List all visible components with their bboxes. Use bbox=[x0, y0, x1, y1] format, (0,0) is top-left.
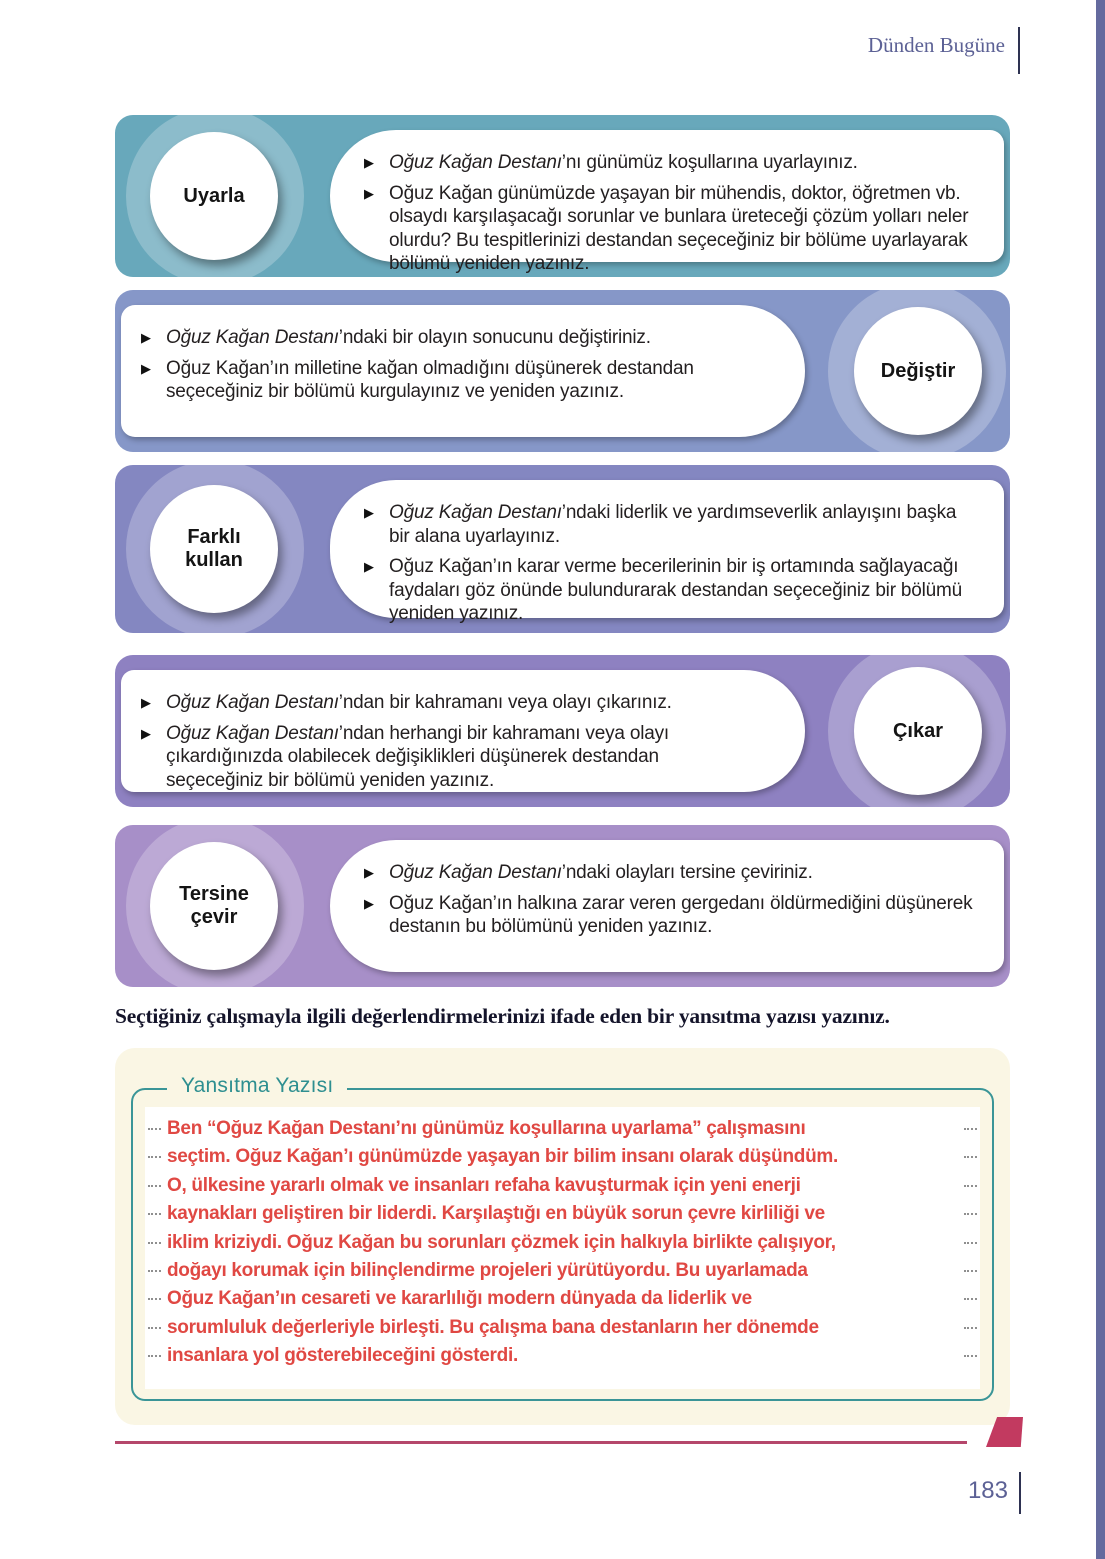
activity-panel bbox=[330, 130, 1004, 274]
activity-circle-label: Farklı kullan bbox=[185, 526, 243, 571]
activity-panel bbox=[330, 840, 1004, 972]
bullet-item bbox=[364, 555, 976, 626]
bullet-text: Oğuz Kağan günümüzde yaşayan bir mühendis, doktor, öğretmen vb. olsaydı karşılaşacağı sorunlar ve bunlara üreteceği çözüm yolları neler olurdu? Bu tespitlerinizi destandan seçeceğiniz bir bölüme uyarlayarak bölümü yeniden yazınız. bbox=[389, 182, 969, 274]
bullet-item bbox=[364, 892, 976, 939]
bullet-triangle-icon: ▶ bbox=[141, 360, 151, 376]
activity-circle bbox=[150, 842, 278, 970]
reflection-line: seçtim. Oğuz Kağan’ı günümüzde yaşayan bir bilim insanı olarak düşündüm. bbox=[145, 1143, 980, 1171]
reflection-frame bbox=[131, 1074, 994, 1401]
instruction-text: Seçtiğiniz çalışmayla ilgili değerlendirmelerinizi ifade eden bir yansıtma yazısı yazınız. bbox=[115, 1004, 890, 1028]
activity-circle-label: Çıkar bbox=[892, 719, 944, 742]
reflection-line: sorumluluk değerleriyle birleşti. Bu çalışma bana destanların her dönemde bbox=[145, 1314, 980, 1342]
activity-box-uyarla bbox=[115, 115, 1010, 277]
header-rule bbox=[1018, 27, 1020, 74]
activity-circle-label: Değiştir bbox=[880, 359, 956, 382]
activity-box-farkli-kullan bbox=[115, 465, 1010, 633]
bullet-triangle-icon: ▶ bbox=[141, 725, 151, 741]
bullet-triangle-icon: ▶ bbox=[141, 330, 151, 345]
page-header: Dünden Bugüne bbox=[867, 33, 1005, 57]
bullet-text: Oğuz Kağan Destanı’ndaki olayları tersine çeviriniz. bbox=[389, 862, 813, 883]
activity-box-cikar bbox=[115, 655, 1010, 807]
page-number: 183 bbox=[967, 1477, 1008, 1504]
bullet-text: Oğuz Kağan Destanı’ndan bir kahramanı veya olayı çıkarınız. bbox=[166, 692, 672, 713]
reflection-label: Yansıtma Yazısı bbox=[167, 1074, 347, 1098]
bullet-triangle-icon: ▶ bbox=[364, 505, 374, 520]
bullet-text: Oğuz Kağan’ın milletine kağan olmadığını düşünerek destandan seçeceğiniz bir bölümü kurgulayınız ve yeniden yazınız. bbox=[166, 357, 694, 402]
page-edge-bar bbox=[1096, 0, 1105, 1559]
bullet-item bbox=[364, 861, 976, 885]
content-column bbox=[115, 115, 1010, 1425]
activity-circle bbox=[150, 485, 278, 613]
bullet-triangle-icon: ▶ bbox=[364, 865, 374, 880]
bullet-triangle-icon: ▶ bbox=[364, 155, 374, 170]
bullet-text: Oğuz Kağan Destanı’ndan herhangi bir kahramanı veya olayı çıkardığınızda olabilecek değişiklikleri düşünerek destandan seçeceğiniz bir bölümü yeniden yazınız. bbox=[166, 722, 669, 791]
footer-rule bbox=[115, 1441, 967, 1444]
activity-box-degistir bbox=[115, 290, 1010, 452]
reflection-line: kaynakları geliştiren bir liderdi. Karşılaştığı en büyük sorun çevre kirliliği ve bbox=[145, 1200, 980, 1228]
activity-circle-label: Tersine çevir bbox=[179, 883, 249, 928]
bullet-item bbox=[141, 357, 749, 404]
bullet-item bbox=[141, 691, 749, 715]
bullet-text: Oğuz Kağan’ın karar verme becerilerinin bir iş ortamında sağlayacağı faydaları göz önünde bulundurarak destandan seçeceğiniz bir bölümü yeniden yazınız. bbox=[389, 556, 963, 624]
bullet-triangle-icon: ▶ bbox=[364, 185, 374, 201]
reflection-line: iklim kriziydi. Oğuz Kağan bu sorunları çözmek için halkıyla birlikte çalışıyor, bbox=[145, 1229, 980, 1257]
bullet-item bbox=[364, 151, 976, 175]
reflection-line: doğayı korumak için bilinçlendirme projeleri yürütüyordu. Bu uyarlamada bbox=[145, 1257, 980, 1285]
bullet-item bbox=[141, 722, 749, 793]
activity-circle bbox=[854, 307, 982, 435]
activity-panel bbox=[330, 480, 1004, 624]
reflection-line: O, ülkesine yararlı olmak ve insanları refaha kavuşturmak için yeni enerji bbox=[145, 1172, 980, 1200]
bullet-text: Oğuz Kağan’ın halkına zarar veren gergedanı öldürmediğini düşünerek destanın bu bölümünü yeniden yazınız. bbox=[389, 892, 973, 937]
reflection-section bbox=[115, 1048, 1010, 1425]
bullet-triangle-icon: ▶ bbox=[364, 559, 374, 574]
bullet-item bbox=[364, 182, 976, 276]
reflection-line: Oğuz Kağan’ın cesareti ve kararlılığı modern dünyada da liderlik ve bbox=[145, 1285, 980, 1313]
page-number-rule bbox=[1019, 1472, 1021, 1514]
bullet-triangle-icon: ▶ bbox=[141, 695, 151, 710]
activity-circle bbox=[150, 132, 278, 260]
activity-box-tersine-cevir bbox=[115, 825, 1010, 987]
reflection-line: Ben “Oğuz Kağan Destanı’nı günümüz koşullarına uyarlama” çalışmasını bbox=[145, 1115, 980, 1143]
bullet-triangle-icon: ▶ bbox=[364, 895, 374, 911]
bullet-item bbox=[364, 501, 976, 548]
activity-panel bbox=[121, 305, 805, 437]
bullet-text: Oğuz Kağan Destanı’nı günümüz koşullarına uyarlayınız. bbox=[389, 152, 858, 173]
reflection-line: insanlara yol gösterebileceğini gösterdi. bbox=[145, 1342, 980, 1370]
reflection-writing-area bbox=[145, 1107, 980, 1389]
activity-circle-label: Uyarla bbox=[183, 184, 245, 207]
bullet-text: Oğuz Kağan Destanı’ndaki liderlik ve yardımseverlik anlayışını başka bir alana uyarlayınız. bbox=[389, 502, 957, 547]
bullet-item bbox=[141, 326, 749, 350]
activity-panel bbox=[121, 670, 805, 792]
bullet-text: Oğuz Kağan Destanı’ndaki bir olayın sonucunu değiştiriniz. bbox=[166, 327, 651, 348]
activity-circle bbox=[854, 667, 982, 795]
